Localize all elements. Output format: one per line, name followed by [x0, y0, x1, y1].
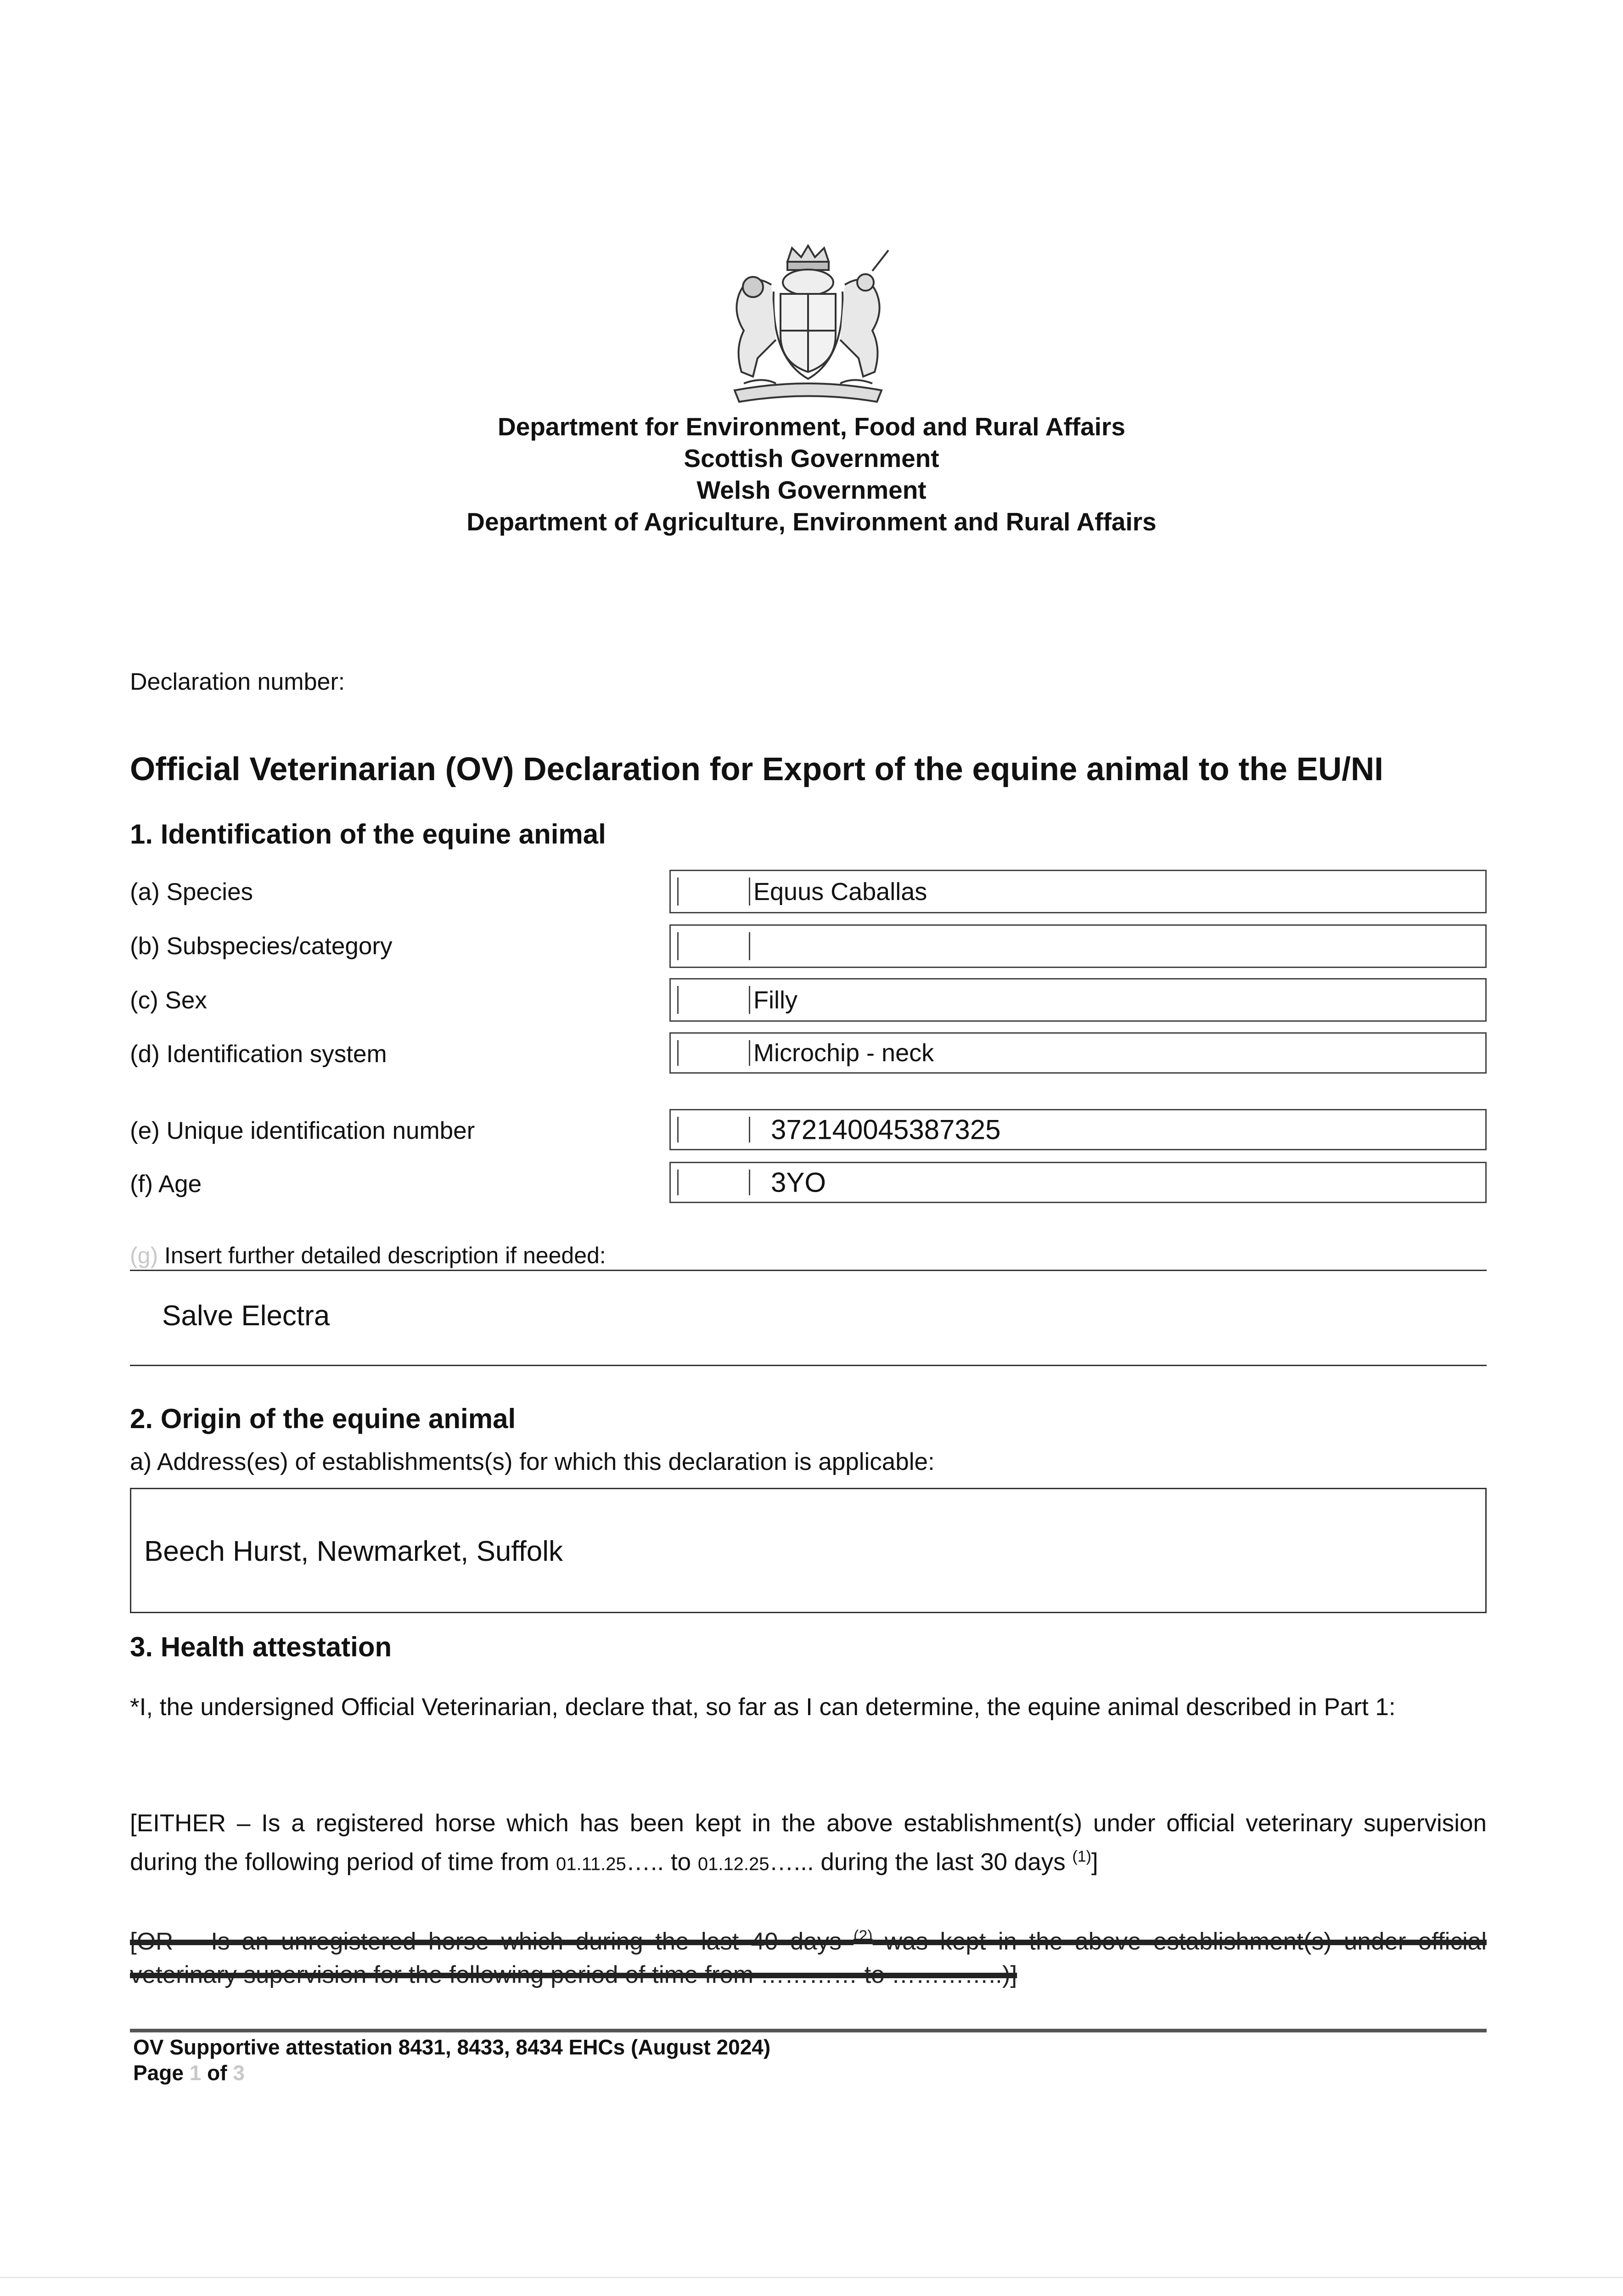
species-field[interactable] — [669, 870, 1487, 913]
of-word: of — [207, 2061, 227, 2085]
or-text: [OR – Is an unregistered horse which during the last 40 days — [130, 1928, 854, 1955]
department-line: Scottish Government — [684, 444, 939, 473]
identification-system-field[interactable] — [669, 1032, 1487, 1074]
page-word: Page — [133, 2061, 184, 2085]
department-line: Department of Agriculture, Environment and Rural Affairs — [466, 507, 1157, 536]
field-divider — [677, 932, 679, 960]
age-label: (f) Age — [130, 1171, 202, 1198]
address-field[interactable] — [130, 1488, 1487, 1613]
section-3-heading: 3. Health attestation — [130, 1632, 392, 1662]
footer-divider — [130, 2029, 1487, 2032]
footer-reference: OV Supportive attestation 8431, 8433, 8434 EHCs (August 2024) — [133, 2035, 771, 2059]
either-bracket: ] — [1091, 1848, 1098, 1876]
department-line: Welsh Government — [696, 476, 927, 504]
further-description-prefix: (g) — [130, 1243, 158, 1268]
department-line: Department for Environment, Food and Rural Affairs — [498, 412, 1125, 441]
sex-value: Filly — [753, 986, 797, 1014]
from-date-dots: ….. — [626, 1848, 664, 1876]
subspecies-field[interactable] — [669, 924, 1487, 968]
field-divider — [677, 1040, 679, 1066]
field-divider — [677, 986, 679, 1014]
section-2-heading: 2. Origin of the equine animal — [130, 1403, 516, 1434]
further-description-label — [130, 1242, 606, 1269]
unique-id-value: 372140045387325 — [771, 1114, 1001, 1145]
or-text-end: was kept in the above establishment(s) under official veterinary supervision for the following period of time from ………… to …………..)] — [130, 1928, 1487, 1988]
age-field[interactable] — [669, 1162, 1487, 1203]
field-divider — [677, 878, 679, 906]
address-value: Beech Hurst, Newmarket, Suffolk — [144, 1536, 563, 1567]
to-date-dots: …... — [769, 1848, 814, 1876]
page-title: Official Veterinarian (OV) Declaration for Export of the equine animal to the EU/NI — [130, 751, 1384, 788]
page-total: 3 — [233, 2061, 245, 2085]
royal-coat-of-arms-icon — [707, 243, 909, 409]
page-number — [133, 2060, 770, 2086]
either-statement — [130, 1807, 1487, 1881]
species-label: (a) Species — [130, 878, 253, 906]
further-description-field[interactable] — [130, 1270, 1487, 1366]
field-divider — [749, 986, 750, 1014]
further-description-value: Salve Electra — [162, 1300, 330, 1332]
sex-label: (c) Sex — [130, 987, 207, 1014]
subspecies-label: (b) Subspecies/category — [130, 933, 393, 960]
identification-system-value: Microchip - neck — [753, 1039, 934, 1067]
field-divider — [749, 932, 750, 960]
or-statement-struck — [130, 1919, 1487, 1992]
declaration-number-label: Declaration number: — [130, 669, 345, 695]
footnote-ref: (2) — [854, 1927, 873, 1945]
field-divider — [677, 1170, 679, 1195]
field-divider — [749, 1117, 750, 1142]
page-current: 1 — [189, 2061, 202, 2085]
age-value: 3YO — [771, 1167, 826, 1198]
field-divider — [749, 1040, 750, 1066]
species-value: Equus Caballas — [753, 878, 927, 906]
department-list — [0, 411, 1623, 538]
health-attestation-intro: *I, the undersigned Official Veterinarian, declare that, so far as I can determine, the equine animal described in Part 1: — [130, 1694, 1396, 1721]
either-to: to — [664, 1848, 698, 1876]
section-1-heading: 1. Identification of the equine animal — [130, 819, 606, 850]
further-description-text: Insert further detailed description if needed: — [158, 1243, 606, 1268]
unique-id-label: (e) Unique identification number — [130, 1117, 475, 1144]
scan-edge — [0, 2277, 1623, 2278]
field-divider — [749, 1170, 750, 1195]
unique-id-field[interactable] — [669, 1109, 1487, 1150]
footer — [133, 2034, 770, 2086]
from-date[interactable]: 01.11.25 — [556, 1854, 626, 1874]
either-text-end: during the last 30 days — [814, 1848, 1073, 1876]
identification-system-label: (d) Identification system — [130, 1041, 387, 1068]
sex-field[interactable] — [669, 978, 1487, 1022]
field-divider — [677, 1117, 679, 1142]
to-date[interactable]: 01.12.25 — [697, 1854, 769, 1874]
either-text: [EITHER – Is a registered horse which has been kept in the above establishment(s) under official veterinary supervision during the following period of time from — [130, 1810, 1487, 1876]
field-divider — [749, 878, 750, 906]
address-label: a) Address(es) of establishments(s) for which this declaration is applicable: — [130, 1448, 935, 1475]
footnote-ref: (1) — [1072, 1848, 1092, 1865]
